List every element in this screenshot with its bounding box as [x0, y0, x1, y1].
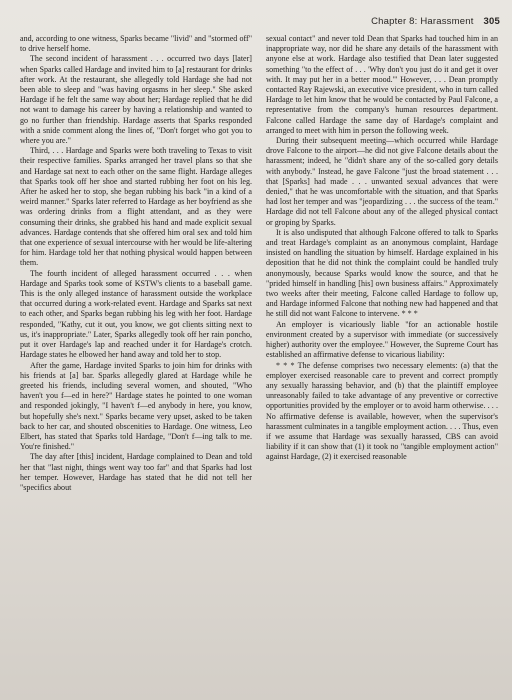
right-column	[266, 34, 498, 463]
paragraph: The second incident of harassment . . . occurred two days [later] when Sparks called Hardage and invited him to [a] restaurant for drinks after work. At the restaurant, she allegedly told Hardage she had not been able to sleep and "was having orgasms in her sleep." She asked Hardage if he felt the same way about her; Hardage replied that he did not want to damage his career by having a relationship and wanted to go no further than friendship. Hardage asserts that Sparks responded with a snide comment along the lines of, "Don't forget who got you to where you are."	[20, 54, 252, 146]
chapter-title: Chapter 8: Harassment	[371, 16, 474, 27]
paragraph: * * * The defense comprises two necessary elements: (a) that the employer exercised reasonable care to prevent and correct promptly any sexually harassing behavior, and (b) that the plaintiff employee unreasonably failed to take advantage of any preventive or corrective opportunities provided by the employer or to avoid harm otherwise. . . . No affirmative defense is available, however, when the supervisor's harassment culminates in a tangible employment action. . . . Thus, even if we assume that Hardage was sexually harassed, CBS can avoid liability if it can show that (1) it took no "tangible employment action" against Hardage, (2) it exercised reasonable	[266, 360, 498, 462]
paragraph: An employer is vicariously liable "for an actionable hostile environment created by a supervisor with immediate (or successively higher) authority over the employee." However, the Supreme Court has established an affirmative defense to vicarious liability:	[266, 319, 498, 360]
paragraph: The fourth incident of alleged harassment occurred . . . when Hardage and Sparks took some of KSTW's clients to a baseball game. This is the only alleged instance of harassment outside the workplace that occurred during a work-related event. Hardage and Sparks sat next to each other, and Sparks began rubbing his leg with her foot. Hardage responded, "Kathy, cut it out, you know, we got clients sitting next to us, it's inappropriate." Later, Sparks allegedly took off her rain poncho, put it over Hardage's lap and reached under it for Hardage's crotch. Hardage states he elbowed her hand away and told her to stop.	[20, 268, 252, 360]
paragraph: and, according to one witness, Sparks became "livid" and "stormed off" to drive herself home.	[20, 34, 252, 54]
left-column	[20, 34, 252, 493]
running-head	[371, 16, 500, 27]
page-number: 305	[483, 16, 500, 27]
paragraph: After the game, Hardage invited Sparks to join him for drinks with his friends at [a] bar. Sparks allegedly glared at Hardage while he greeted his friends, including several women, and shouted, "Who haven't you f—ed in here?" Hardage states he pointed to one woman and responded jokingly, "I haven't f—ed anybody in here, you know, but hopefully she's next." Sparks became very upset, asked to be taken back to her car, and shouted obscenities to Hardage. One witness, Leo Elbert, has stated that Sparks told Hardage, "Don't f—ing talk to me. You're finished."	[20, 360, 252, 452]
paragraph: sexual contact" and never told Dean that Sparks had touched him in an inappropriate way, nor did he share any details of the harassment with anyone else at work. Hardage also testified that Dean later suggested something "to the effect of . . . 'Why don't you just do it and get it over with. It may put her in a better mood.'" However, . . . Dean promptly contacted Ray Rajewski, an executive vice president, who in turn called Hardage to let him know that he would be contacted by Paul Falcone, a representative from the company's human resources department. Falcone called Hardage the same day of Hardage's complaint and arranged to meet with him in person the following week.	[266, 34, 498, 135]
paragraph: Third, . . . Hardage and Sparks were both traveling to Texas to visit their respective families. Sparks arranged her travel plans so that she and Hardage sat next to each other on the same flight. Hardage alleges that Sparks took off her shoe and started rubbing her foot on his leg. After he asked her to stop, she began rubbing his back "in a kind of a weird manner." Sparks later referred to Hardage as her boyfriend as she was ordering drinks from a flight attendant, and as they were consuming their drinks, she grabbed his hand and made explicit sexual advances. Hardage contends that she offered him oral sex and told him that one experience of sexual intercourse with her would be life-altering for him. Hardage told her that nothing physical would happen between them.	[20, 146, 252, 268]
paragraph: The day after [this] incident, Hardage complained to Dean and told her that "last night, things went way too far" and that Sparks had lost her temper. However, Hardage has stated that he did not tell her "specifics about	[20, 452, 252, 492]
paragraph: During their subsequent meeting—which occurred while Hardage drove Falcone to the airport—he did not give Falcone details about the harassment; indeed, he "didn't share any of the so-called gory details with anybody." Instead, he gave Falcone "just the broad statement . . . that [Sparks] had made . . . unwanted sexual advances that were denied," that he was uncomfortable with the situation, and that Sparks had lost her temper and was "jeopardizing . . . the success of the team." Hardage did not tell Falcone about any of the alleged physical contact or groping by Sparks.	[266, 136, 498, 227]
paragraph: It is also undisputed that although Falcone offered to talk to Sparks and treat Hardage's complaint as an anonymous complaint, Hardage insisted on handling the situation by himself. Hardage explained in his deposition that he did not think the complaint could be handled truly anonymously, because Sparks would know the source, and that he "prided himself in handling [his] own business affairs." Approximately two weeks after their meeting, Falcone called Hardage to follow up, and Hardage informed Falcone that nothing new had happened and that he still did not want Falcone to intervene. * * *	[266, 227, 498, 319]
